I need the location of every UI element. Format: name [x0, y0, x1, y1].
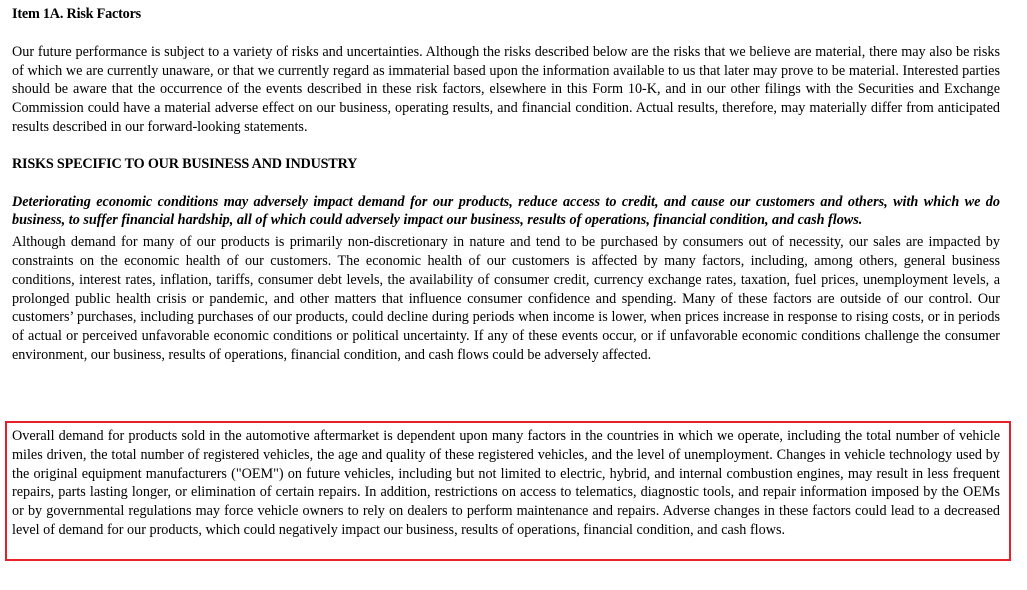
highlighted-paragraph: Overall demand for products sold in the automotive aftermarket is dependent upon many factors in the countries in which we operate, including the total number of vehicle miles driven, the total number of registered vehicles, the age and quality of these registered vehicles, and the level of unemployment. Changes in vehicle technology used by the original equipment manufacturers ("OEM") on future vehicles, including but not limited to electric, hybrid, and internal combustion engines, may result in less frequent repairs, parts lasting longer, or elimination of certain repairs. In addition, restrictions on access to telematics, diagnostic tools, and repair information imposed by the OEMs or by governmental regulations may force vehicle owners to rely on dealers to perform maintenance and repairs. Adverse changes in these factors could lead to a decreased level of demand for our products, which could negatively impact our business, results of operations, financial condition, and cash flows. [12, 428, 1000, 538]
section-heading: RISKS SPECIFIC TO OUR BUSINESS AND INDUSTRY [12, 155, 358, 172]
document-page [12, 5, 1000, 365]
risk-factor-paragraph: Although demand for many of our products is primarily non-discretionary in nature and tend to be purchased by consumers out of necessity, our sales are impacted by constraints on the economic health of our customers. The economic health of our customers is affected by many factors, including, among others, general business conditions, interest rates, inflation, tariffs, consumer debt levels, the availability of consumer credit, currency exchange rates, taxation, fuel prices, unemployment levels, a prolonged public health crisis or pandemic, and other matters that influence consumer confidence and spending. Many of these factors are outside of our control. Our customers’ purchases, including purchases of our products, could decline during periods when income is lower, when prices increase in response to rising costs, or in periods of actual or perceived unfavorable economic conditions or political uncertainty. If any of these events occur, or if unfavorable economic conditions challenge the consumer environment, our business, results of operations, financial condition, and cash flows could be adversely affected. [12, 234, 1000, 363]
item-heading: Item 1A. Risk Factors [12, 6, 141, 22]
intro-paragraph: Our future performance is subject to a variety of risks and uncertainties. Although the risks described below are the risks that we believe are material, there may also be risks of which we are currently unaware, or that we currently regard as immaterial based upon the information available to us that later may prove to be material. Interested parties should be aware that the occurrence of the events described in these risk factors, elsewhere in this Form 10-K, and in our other filings with the Securities and Exchange Commission could have a material adverse effect on our business, operating results, and financial condition. Actual results, therefore, may materially differ from anticipated results described in our forward-looking statements. [12, 43, 1000, 135]
risk-factor-title: Deteriorating economic conditions may adversely impact demand for our products, reduce access to credit, and cause our customers and others, with which we do business, to suffer financial hardship, all of which could adversely impact our business, results of operations, financial condition, and cash flows. [12, 193, 1000, 229]
